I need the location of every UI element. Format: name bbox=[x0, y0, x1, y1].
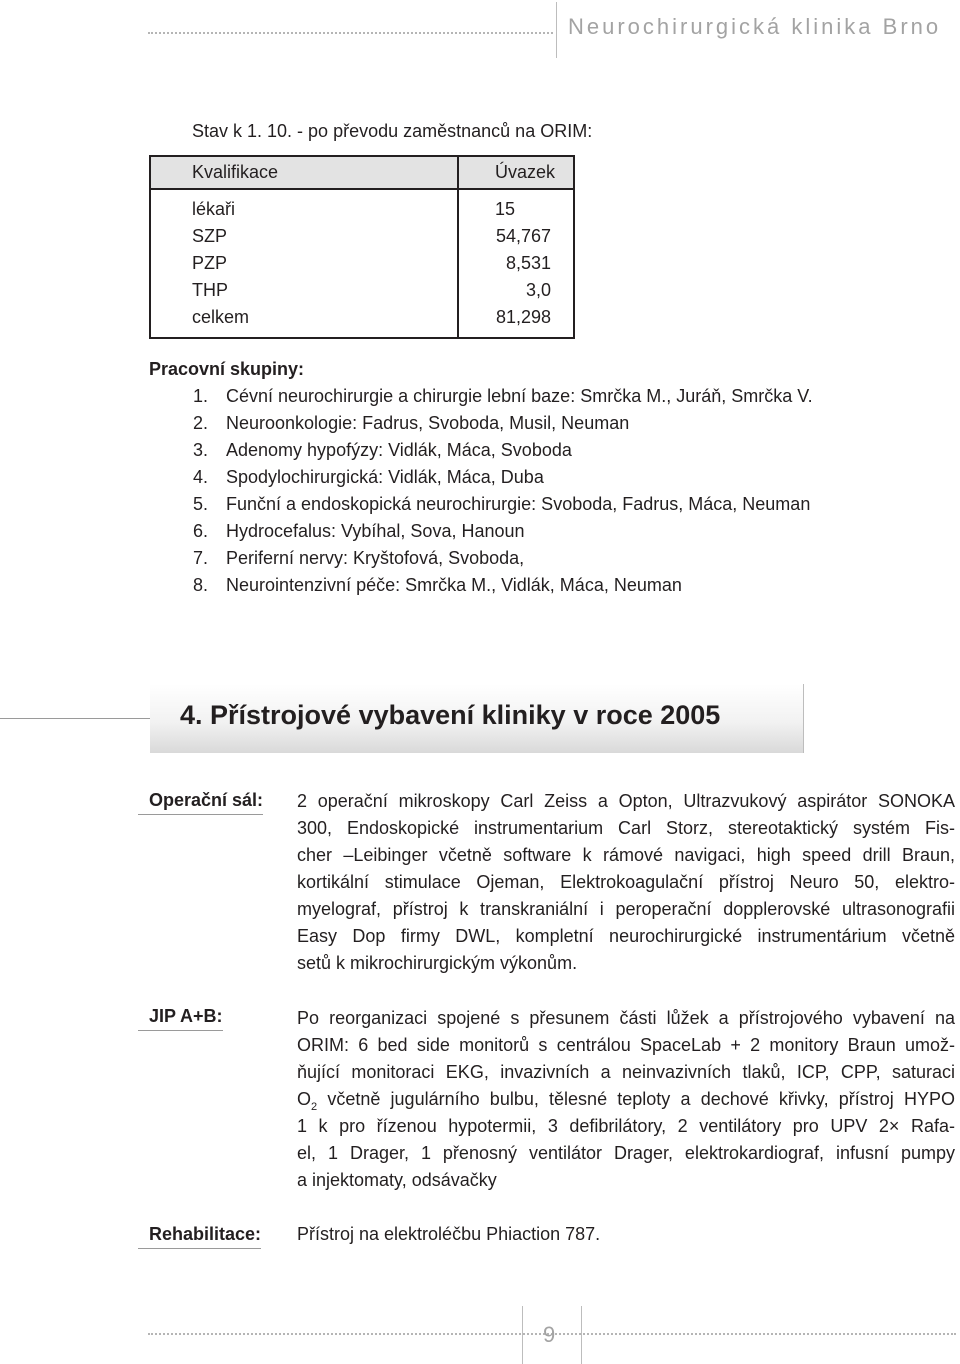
text-line: setů k mikrochirurgickým výkonům. bbox=[297, 953, 578, 973]
page-number: 9 bbox=[543, 1322, 556, 1347]
table-row bbox=[150, 250, 574, 277]
row-value: 3,0 bbox=[458, 277, 574, 304]
row-label: THP bbox=[150, 277, 458, 304]
list-item-text: Neuroonkologie: Fadrus, Svoboda, Musil, Neuman bbox=[226, 413, 630, 433]
text-line: 300, Endoskopické instrumentarium Carl Storz, stereotaktický systém Fis- bbox=[297, 818, 955, 838]
row-label: PZP bbox=[150, 250, 458, 277]
rehab-text bbox=[297, 1221, 955, 1248]
row-value: 81,298 bbox=[458, 304, 574, 338]
text-line: el, 1 Drager, 1 přenosný ventilátor Drager, elektrokardiograf, infusní pumpy bbox=[297, 1143, 955, 1163]
text-line: Po reorganizaci spojené s přesunem části lůžek a přístrojového vybavení na bbox=[297, 1008, 955, 1028]
text-line: Přístroj na elektroléčbu Phiaction 787. bbox=[297, 1224, 601, 1244]
section-rule bbox=[0, 718, 150, 719]
list-item-number: 3. bbox=[193, 440, 209, 460]
column-header-qualification: Kvalifikace bbox=[150, 156, 458, 189]
text-line: a injektomaty, odsávačky bbox=[297, 1170, 497, 1190]
text-line: 1 k pro řízenou hypotermii, 3 defibrilátory, 2 ventilátory pro UPV 2× Rafa- bbox=[297, 1116, 955, 1136]
groups-list bbox=[193, 383, 813, 599]
text-line: kortikální stimulace Ojeman, Elektrokoagulační přístroj Neuro 50, elektro- bbox=[297, 872, 955, 892]
o2-suffix: včetně jugulárního bulbu, tělesné teploty a dechové křivky, přístroj HYPO bbox=[317, 1089, 955, 1109]
list-item-text: Adenomy hypofýzy: Vidlák, Máca, Svoboda bbox=[226, 440, 572, 460]
list-item bbox=[193, 437, 813, 464]
header-divider bbox=[556, 2, 557, 58]
list-item bbox=[193, 464, 813, 491]
text-line: cher –Leibinger včetně software k rámové navigaci, high speed drill Braun, bbox=[297, 845, 955, 865]
row-value: 8,531 bbox=[458, 250, 574, 277]
o2-subscript: 2 bbox=[311, 1101, 318, 1113]
row-label: celkem bbox=[150, 304, 458, 338]
list-item-number: 1. bbox=[193, 386, 209, 406]
list-item-number: 6. bbox=[193, 521, 209, 541]
section-title: 4. Přístrojové vybavení kliniky v roce 2005 bbox=[180, 700, 721, 730]
list-item bbox=[193, 518, 813, 545]
header-title: Neurochirurgická klinika Brno bbox=[568, 14, 942, 39]
operating-room-label: Operační sál: bbox=[138, 790, 263, 815]
table-row bbox=[150, 277, 574, 304]
table-row bbox=[150, 189, 574, 223]
list-item-number: 4. bbox=[193, 467, 209, 487]
list-item bbox=[193, 383, 813, 410]
list-item-number: 8. bbox=[193, 575, 209, 595]
list-item-text: Funční a endoskopická neurochirurgie: Svoboda, Fadrus, Máca, Neuman bbox=[226, 494, 811, 514]
list-item-number: 5. bbox=[193, 494, 209, 514]
text-line: 2 operační mikroskopy Carl Zeiss a Opton, Ultrazvukový aspirátor SONOKA bbox=[297, 791, 955, 811]
footer-divider-left bbox=[522, 1306, 523, 1364]
row-label: SZP bbox=[150, 223, 458, 250]
list-item-text: Cévní neurochirurgie a chirurgie lební baze: Smrčka M., Juráň, Smrčka V. bbox=[226, 386, 813, 406]
staff-table-header bbox=[150, 156, 574, 189]
column-header-workload: Úvazek bbox=[458, 156, 574, 189]
operating-room-text bbox=[297, 788, 955, 977]
list-item-text: Hydrocefalus: Vybíhal, Sova, Hanoun bbox=[226, 521, 525, 541]
row-label: lékaři bbox=[150, 189, 458, 223]
table-row bbox=[150, 304, 574, 338]
o2-prefix: O bbox=[297, 1089, 312, 1109]
row-value: 15 bbox=[458, 189, 574, 223]
text-line: myelograf, přístroj k transkraniální i peroperační dopplerovské ultrasonografii bbox=[297, 899, 955, 919]
rehab-label: Rehabilitace: bbox=[138, 1224, 261, 1249]
list-item-text: Neurointenzivní péče: Smrčka M., Vidlák, Máca, Neuman bbox=[226, 575, 682, 595]
list-item bbox=[193, 572, 813, 599]
list-item-number: 7. bbox=[193, 548, 209, 568]
staff-table bbox=[149, 155, 575, 339]
header-dotted-rule bbox=[148, 32, 553, 34]
groups-title: Pracovní skupiny: bbox=[149, 359, 305, 379]
icu-label: JIP A+B: bbox=[138, 1006, 223, 1031]
row-value: 54,767 bbox=[458, 223, 574, 250]
table-row bbox=[150, 223, 574, 250]
list-item bbox=[193, 410, 813, 437]
text-line: ňující monitoraci EKG, invazivních a neinvazivních tlaků, ICP, CPP, saturaci bbox=[297, 1062, 955, 1082]
list-item bbox=[193, 491, 813, 518]
list-item bbox=[193, 545, 813, 572]
list-item-text: Spodylochirurgická: Vidlák, Máca, Duba bbox=[226, 467, 544, 487]
list-item-number: 2. bbox=[193, 413, 209, 433]
text-line-o2 bbox=[297, 1086, 955, 1113]
text-line: Easy Dop firmy DWL, kompletní neurochirurgické instrumentárium včetně bbox=[297, 926, 955, 946]
text-line: ORIM: 6 bed side monitorů s centrálou SpaceLab + 2 monitory Braun umož- bbox=[297, 1035, 955, 1055]
icu-text bbox=[297, 1005, 955, 1194]
list-item-text: Periferní nervy: Kryštofová, Svoboda, bbox=[226, 548, 525, 568]
staff-intro: Stav k 1. 10. - po převodu zaměstnanců na ORIM: bbox=[192, 121, 593, 141]
footer-divider-right bbox=[581, 1306, 582, 1364]
